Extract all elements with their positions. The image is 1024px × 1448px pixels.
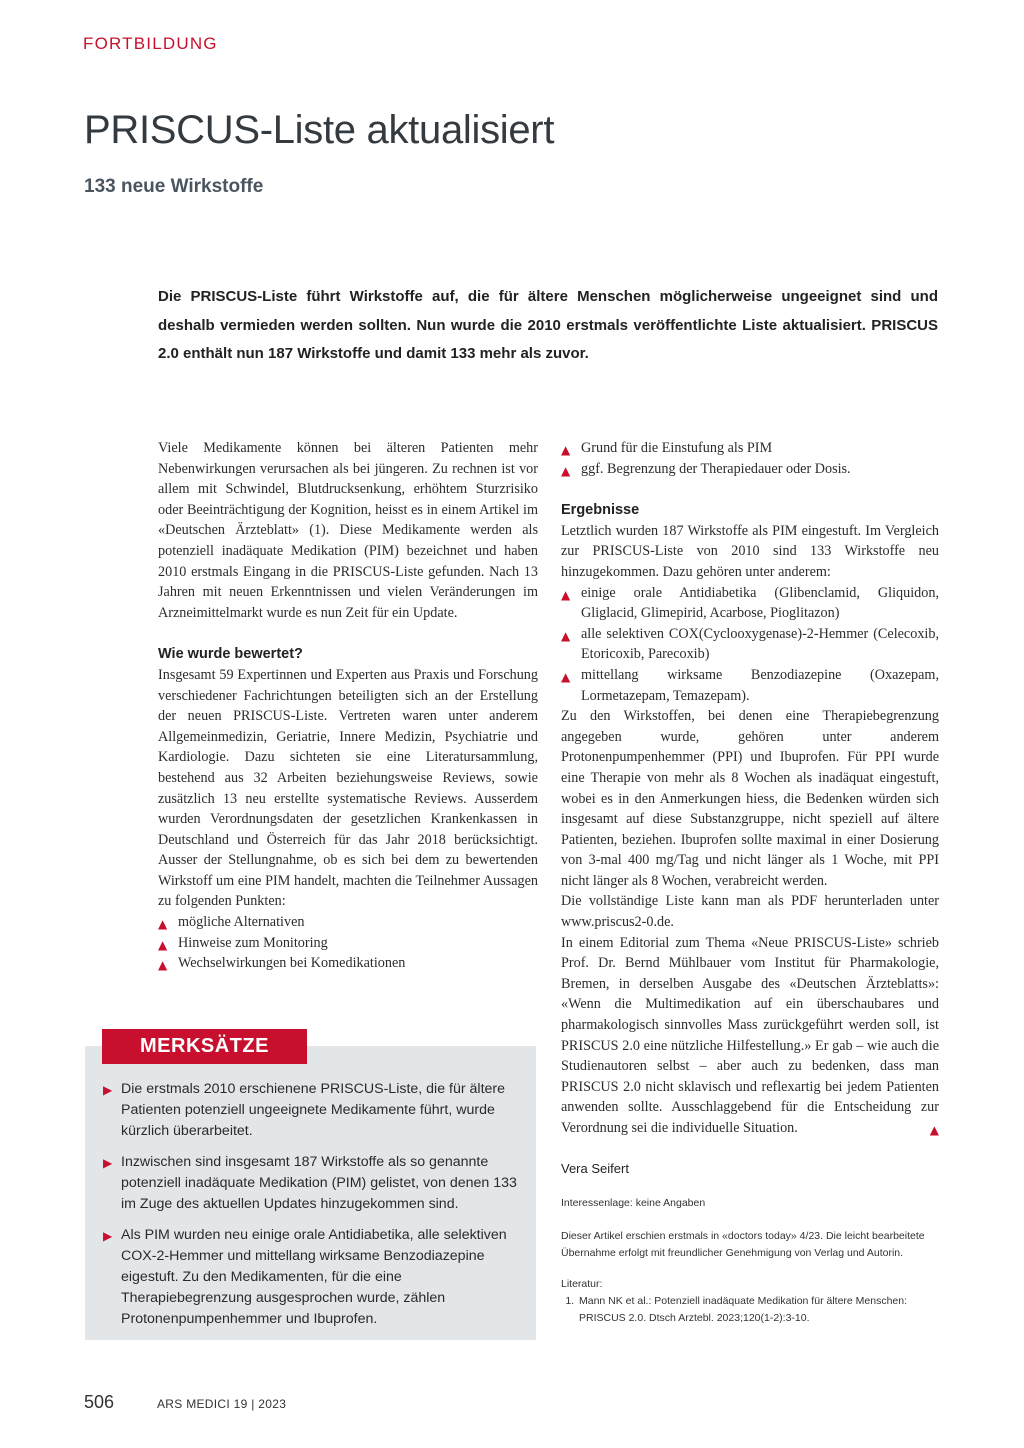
- section-label: FORTBILDUNG: [83, 34, 218, 53]
- triangle-bullet-icon: ▲: [561, 587, 571, 602]
- arrow-bullet-icon: ▶: [103, 1229, 113, 1243]
- literature-item: 1. Mann NK et al.: Potenziell inadäquate Medikation für ältere Menschen: PRISCUS 2.0. Dtsch Arztebl. 2023;120(1-2):3-10.: [577, 1293, 939, 1327]
- pdf-paragraph: Die vollständige Liste kann man als PDF herunterladen unter www.priscus2-0.de.: [561, 893, 939, 931]
- conflict-of-interest: Interessenlage: keine Angaben: [561, 1197, 706, 1210]
- arrow-bullet-icon: ▶: [103, 1083, 113, 1097]
- therapy-paragraph: Zu den Wirkstoffen, bei denen eine Therapiebegrenzung angegeben wurde, gehören unter anderem Protonenpumpenhemmer (PPI) und Ibuprofen. Für PPI wurde eine Therapie von mehr als 8 Wochen als inadäquat eingestuft, wobei es in den Anmerkungen hiess, die Bedenken würden sich insgesamt auf diese Substanzgruppe, nicht speziell auf ältere Patienten, beziehen. Ibuprofen sollte maximal in einer Dosierung von 3-mal 400 mg/Tag und nicht länger als 1 Woche, mit PPI nicht länger als 8 Wochen, verabreicht werden.: [561, 708, 939, 889]
- editorial-paragraph: In einem Editorial zum Thema «Neue PRISCUS-Liste» schrieb Prof. Dr. Bernd Mühlbauer vom Institut für Pharmakologie, Bremen, in derselben Ausgabe des «Deutschen Ärzteblatts»: «Wenn die Multimedikation auf ein überschaubares und pharmakologisch sinnvolles Mass zurückgeführt werden soll, ist PRISCUS 2.0 eine nützliche Hilfestellung.» Er gab – wie auch die Studienautoren selbst – aber auch zu bedenken, dass man PRISCUS 2.0 nicht sklavisch und reflexartig bei jedem Patienten anwenden sollte. Ausschlaggebend für die Entscheidung zur Verordnung sei die individuelle Situation. ▲: [561, 933, 939, 1139]
- intro-paragraph: Viele Medikamente können bei älteren Patienten mehr Nebenwirkungen verursachen als bei jüngeren. Zu rechnen ist vor allem mit Schwindel, Blutdrucksenkung, erhöhtem Sturzrisiko oder Beeinträchtigung der Kognition, heisst es in einem Artikel im «Deutschen Ärzteblatt» (1). Diese Medikamente werden als potenziell inadäquate Medikation (PIM) bezeichnet und haben 2010 erstmals Eingang in die PRISCUS-Liste gefunden. Nach 13 Jahren mit neuen Erkenntnissen und vielen Veränderungen im Arzneimittelmarkt wurde es nun Zeit für ein Update.: [158, 440, 538, 621]
- triangle-bullet-icon: ▲: [158, 917, 168, 932]
- literature-heading: Literatur:: [561, 1278, 603, 1291]
- key-point: ▶ Die erstmals 2010 erschienene PRISCUS-Liste, die für ältere Patienten potenziell ungeeignete Medikamente führt, wurde kürzlich überarbeitet.: [103, 1081, 506, 1139]
- triangle-bullet-icon: ▲: [561, 669, 571, 684]
- end-of-article-icon: ▲: [929, 1123, 939, 1137]
- criteria-list: [158, 912, 538, 974]
- key-points-list: [103, 1079, 523, 1340]
- right-column: [561, 438, 939, 1327]
- list-item: ▲ ggf. Begrenzung der Therapiedauer oder Dosis.: [561, 459, 939, 480]
- key-point: ▶ Inzwischen sind insgesamt 187 Wirkstoffe als so genannte potenziell inadäquate Medikation (PIM) gelistet, von denen 133 im Zuge des aktuellen Updates hinzugekommen sind.: [103, 1154, 517, 1212]
- section-heading-method: Wie wurde bewertet?: [158, 646, 303, 663]
- lead-paragraph: Die PRISCUS-Liste führt Wirkstoffe auf, die für ältere Menschen möglicherweise ungeeignet sind und deshalb vermieden werden sollten. Nun wurde die 2010 erstmals veröffentlichte Liste aktualisiert. PRISCUS 2.0 enthält nun 187 Wirkstoffe und damit 133 mehr als zuvor.: [158, 288, 938, 362]
- results-list: [561, 583, 939, 707]
- triangle-bullet-icon: ▲: [561, 628, 571, 643]
- literature-list: [561, 1293, 939, 1327]
- list-item: ▲ Wechselwirkungen bei Komedikationen: [158, 953, 538, 974]
- triangle-bullet-icon: ▲: [561, 463, 571, 478]
- article-title: PRISCUS-Liste aktualisiert: [84, 108, 555, 152]
- list-item: ▲ mittellang wirksame Benzodiazepine (Oxazepam, Lormetazepam, Temazepam).: [561, 666, 939, 704]
- origin-note: Dieser Artikel erschien erstmals in «doctors today» 4/23. Die leicht bearbeitete Übernahme erfolgt mit freundlicher Genehmigung von Verlag und Autorin.: [561, 1230, 925, 1260]
- triangle-bullet-icon: ▲: [561, 443, 571, 457]
- triangle-bullet-icon: ▲: [158, 958, 168, 973]
- list-item: ▲ einige orale Antidiabetika (Glibenclamid, Gliquidon, Gliglacid, Glimepirid, Acarbose, Pioglitazon): [561, 584, 939, 622]
- list-item: ▲ Grund für die Einstufung als PIM: [561, 438, 939, 459]
- list-item: ▲ alle selektiven COX(Cyclooxygenase)-2-Hemmer (Celecoxib, Etoricoxib, Parecoxib): [561, 625, 939, 663]
- arrow-bullet-icon: ▶: [103, 1156, 113, 1170]
- triangle-bullet-icon: ▲: [158, 937, 168, 952]
- key-points-title: MERKSÄTZE: [102, 1029, 307, 1064]
- results-paragraph: Letztlich wurden 187 Wirkstoffe als PIM eingestuft. Im Vergleich zur PRISCUS-Liste von 2010 sind 133 Wirkstoffe neu hinzugekommen. Dazu gehören unter anderem:: [561, 522, 939, 580]
- criteria-list-continued: [561, 438, 939, 479]
- list-item: ▲ mögliche Alternativen: [158, 912, 538, 933]
- article-subtitle: 133 neue Wirkstoffe: [84, 176, 264, 197]
- method-paragraph: Insgesamt 59 Expertinnen und Experten aus Praxis und Forschung verschiedener Fachrichtungen beteiligten sich an der Erstellung der neuen PRISCUS-Liste. Vertreten waren unter anderem Allgemeinmedizin, Geriatrie, Innere Medizin, Psychiatrie und Kardiologie. Dazu sichteten sie eine Literatursammlung, bestehend aus 32 Arbeiten beziehungsweise Reviews, sowie zusätzlich 13 neu erstellte systematische Reviews. Ausserdem wurden Verordnungsdaten der gesetzlichen Krankenkassen in Deutschland und Österreich für das Jahr 2018 berücksichtigt. Ausser der Stellungnahme, ob es sich bei dem zu bewertenden Wirkstoff um eine PIM handelt, machten die Teilnehmer Aussagen zu folgenden Punkten:: [158, 666, 538, 910]
- list-item: ▲ Hinweise zum Monitoring: [158, 933, 538, 954]
- author: Vera Seifert: [561, 1160, 629, 1176]
- journal-issue: ARS MEDICI 19 | 2023: [157, 1397, 287, 1411]
- key-point: ▶ Als PIM wurden neu einige orale Antidiabetika, alle selektiven COX-2-Hemmer und mittellang wirksame Benzodiazepine eigestuft. Zu den Medikamenten, für die eine Therapiebegrenzung ausgesprochen wurde, zählen Protonenpumpenhemmer und Ibuprofen.: [103, 1227, 507, 1327]
- left-column: [158, 438, 538, 974]
- page-number: 506: [84, 1392, 115, 1412]
- section-heading-results: Ergebnisse: [561, 502, 640, 519]
